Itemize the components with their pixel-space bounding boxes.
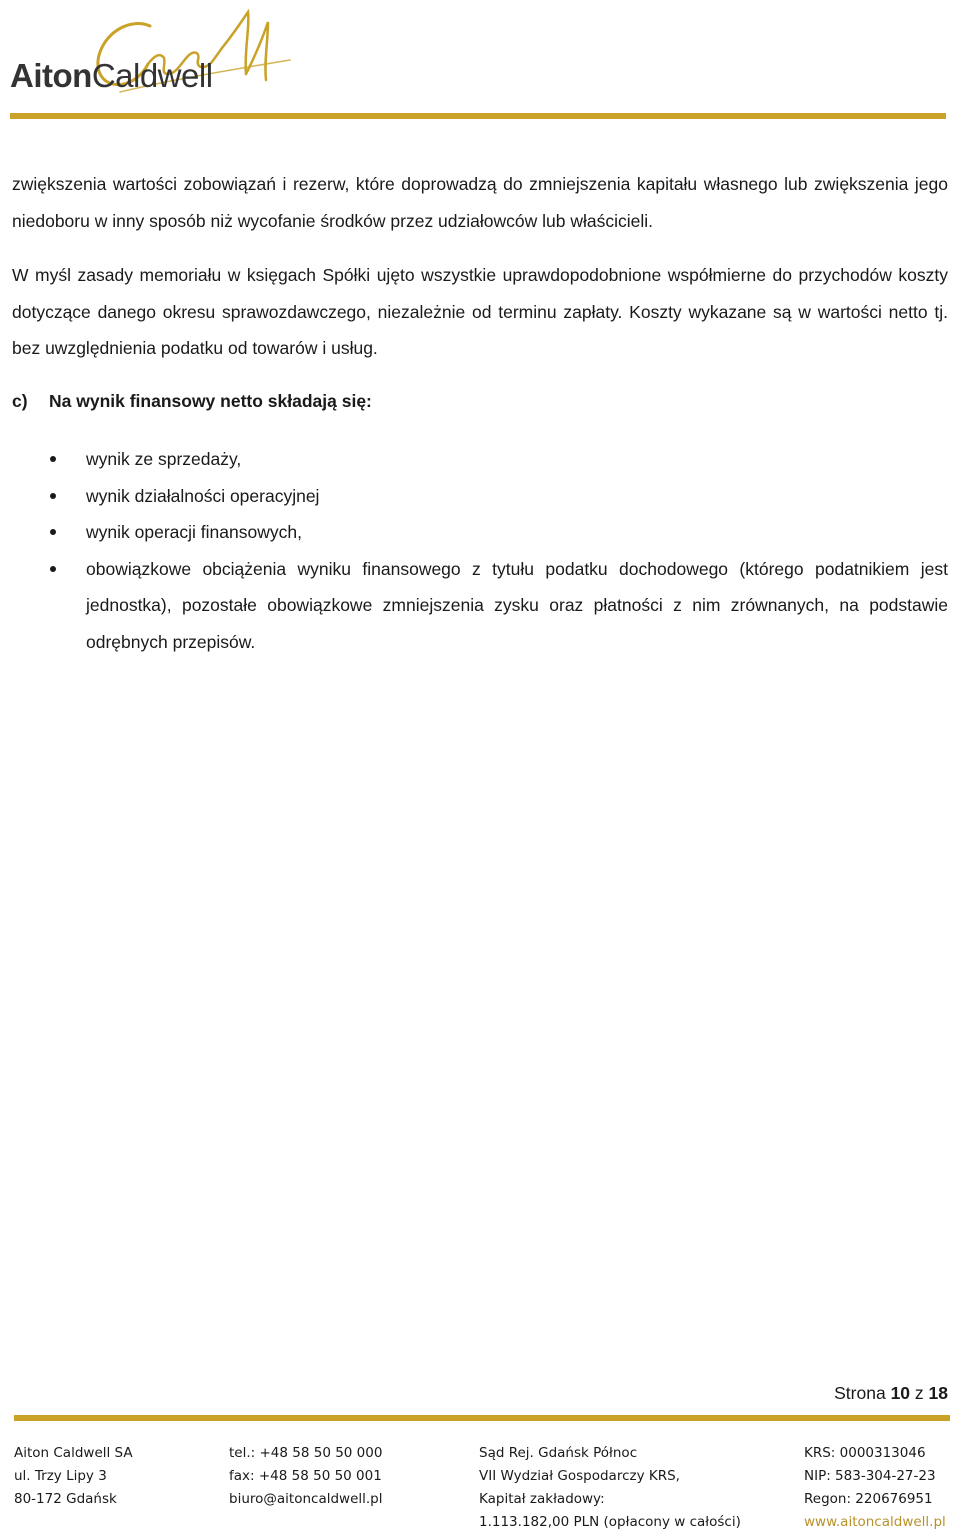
logo-text-aiton: Aiton	[10, 57, 92, 94]
footer-city: 80-172 Gdańsk	[14, 1491, 117, 1507]
footer-krs-department: VII Wydział Gospodarczy KRS,	[479, 1468, 680, 1484]
section-heading-c	[12, 383, 948, 420]
section-marker: c)	[12, 390, 28, 411]
bullet-list	[12, 441, 948, 660]
page-number-separator: z	[914, 1383, 924, 1403]
page-number	[834, 1380, 948, 1406]
list-item	[12, 551, 948, 661]
footer-email-link[interactable]: biuro@aitoncaldwell.pl	[229, 1491, 383, 1507]
page-number-prefix: Strona	[834, 1383, 886, 1403]
list-item-text: wynik ze sprzedaży,	[86, 449, 242, 469]
bullet-icon	[50, 456, 56, 462]
footer-capital-value: 1.113.182,00 PLN (opłacony w całości)	[479, 1514, 741, 1530]
logo-wordmark	[10, 56, 213, 96]
aiton-caldwell-logo	[0, 0, 300, 118]
document-body	[12, 166, 948, 660]
paragraph-1: zwiększenia wartości zobowiązań i rezerw, które doprowadzą do zmniejszenia kapitału własnego lub zwiększenia jego niedoboru w inny sposób niż wycofanie środków przez udziałowców lub właścicieli.	[12, 174, 948, 231]
page-number-current: 10	[890, 1383, 911, 1403]
footer-registry	[479, 1442, 741, 1534]
page-header	[0, 0, 960, 122]
paragraph-2: W myśl zasady memoriału w księgach Spółki ujęto wszystkie uprawdopodobnione współmierne do przychodów koszty dotyczące danego okresu sprawozdawczego, niezależnie od terminu zapłaty. Koszty wykazane są w wartości netto tj. bez uwzględnienia podatku od towarów i usług.	[12, 265, 948, 358]
logo-text-caldwell: Caldwell	[91, 57, 213, 94]
section-heading-text: Na wynik finansowy netto składają się:	[49, 390, 372, 411]
footer-street: ul. Trzy Lipy 3	[14, 1468, 107, 1484]
footer-identifiers	[804, 1442, 946, 1534]
footer-company-name: Aiton Caldwell SA	[14, 1445, 133, 1461]
footer-phone: tel.: +48 58 50 50 000	[229, 1445, 383, 1461]
footer-divider	[14, 1415, 950, 1421]
footer-company-address	[14, 1442, 133, 1511]
footer-regon: Regon: 220676951	[804, 1491, 933, 1507]
header-divider	[10, 113, 946, 119]
footer-fax: fax: +48 58 50 50 001	[229, 1468, 382, 1484]
page-footer	[14, 1442, 950, 1538]
list-item-text: obowiązkowe obciążenia wyniku finansowego z tytułu podatku dochodowego (którego podatnikiem jest jednostka), pozostałe obowiązkowe zmniejszenia zysku oraz płatności z nim zrównanych, na podstawie odrębnych przepisów.	[86, 558, 948, 652]
footer-krs: KRS: 0000313046	[804, 1445, 926, 1461]
footer-court: Sąd Rej. Gdańsk Północ	[479, 1445, 638, 1461]
list-item	[12, 441, 948, 478]
footer-nip: NIP: 583-304-27-23	[804, 1468, 936, 1484]
list-item	[12, 514, 948, 551]
bullet-icon	[50, 493, 56, 499]
footer-contact	[229, 1442, 383, 1511]
page-number-total: 18	[928, 1383, 948, 1403]
footer-capital-label: Kapitał zakładowy:	[479, 1491, 605, 1507]
footer-website-link[interactable]: www.aitoncaldwell.pl	[804, 1514, 946, 1530]
bullet-icon	[50, 566, 56, 572]
list-item-text: wynik działalności operacyjnej	[86, 485, 320, 506]
list-item-text: wynik operacji finansowych,	[86, 522, 302, 542]
list-item	[12, 478, 948, 515]
bullet-icon	[50, 529, 56, 535]
